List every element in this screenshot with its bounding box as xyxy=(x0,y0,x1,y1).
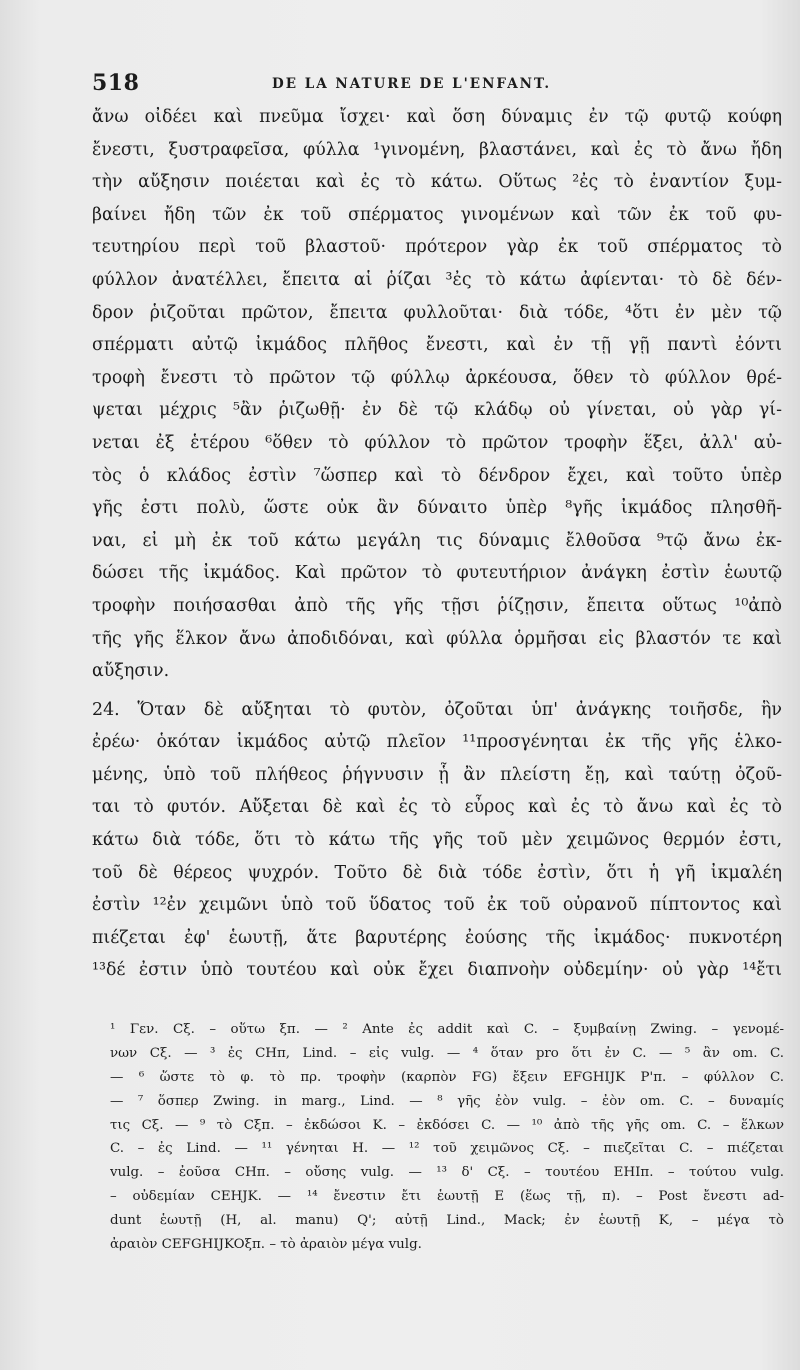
text-line: μένης, ὑπὸ τοῦ πλήθεος ῥήγνυσιν ᾗ ἂν πλείστη ἔῃ, καὶ ταύτῃ ὀζοῦ- xyxy=(92,764,782,785)
footnotes xyxy=(110,1018,784,1257)
text-line: τροφὴν ποιήσασθαι ἀπὸ τῆς γῆς τῇσι ῥίζῃσιν, ἔπειτα οὕτως ¹⁰ἀπὸ xyxy=(92,595,782,616)
text-line: τὸς ὁ κλάδος ἐστὶν ⁷ὥσπερ καὶ τὸ δένδρον ἔχει, καὶ τοῦτο ὑπὲρ xyxy=(92,465,782,486)
page-header xyxy=(92,70,782,100)
text-line: ται τὸ φυτόν. Αὔξεται δὲ καὶ ἐς τὸ εὖρος καὶ ἐς τὸ ἄνω καὶ ἐς τὸ xyxy=(92,797,782,818)
text-line: τευτηρίου περὶ τοῦ βλαστοῦ· πρότερον γὰρ ἐκ τοῦ σπέρματος τὸ xyxy=(92,237,782,258)
text-line: κάτω διὰ τόδε, ὅτι τὸ κάτω τῆς γῆς τοῦ μὲν χειμῶνος θερμόν ἐστι, xyxy=(92,830,782,851)
text-line: ¹³δέ ἐστιν ὑπὸ τουτέου καὶ οὐκ ἔχει διαπνοὴν οὐδεμίην· οὐ γὰρ ¹⁴ἔτι xyxy=(92,960,782,981)
page-number: 518 xyxy=(92,70,140,96)
section-24-first-line: 24. Ὅταν δὲ αὔξηται τὸ φυτὸν, ὀζοῦται ὑπ' ἀνάγκης τοιῆσδε, ἣν xyxy=(92,699,782,720)
text-line: σπέρματι αὐτῷ ἰκμάδος πλῆθος ἔνεστι, καὶ ἐν τῇ γῇ παντὶ ἐόντι xyxy=(92,335,782,356)
text-line: δρον ῥιζοῦται πρῶτον, ἔπειτα φυλλοῦται· διὰ τόδε, ⁴ὅτι ἐν μὲν τῷ xyxy=(92,302,782,323)
text-line: φύλλον ἀνατέλλει, ἔπειτα αἱ ῥίζαι ³ἐς τὸ κάτω ἀφίενται· τὸ δὲ δέν- xyxy=(92,269,782,290)
text-line: ἐρέω· ὁκόταν ἰκμάδος αὐτῷ πλεῖον ¹¹προσγένηται ἐκ τῆς γῆς ἑλκο- xyxy=(92,732,782,753)
text-line: δώσει τῆς ἰκμάδος. Καὶ πρῶτον τὸ φυτευτήριον ἀνάγκη ἐστὶν ἑωυτῷ xyxy=(92,563,782,584)
footnote-line: νων Cξ. — ³ ἐς CHπ, Lind. – εἰς vulg. — ⁴ ὅταν pro ὅτι ἐν C. — ⁵ ἂν om. C. xyxy=(110,1045,784,1061)
footnote-line: — ⁶ ὥστε τὸ φ. τὸ πρ. τροφὴν (καρπὸν FG) ἔξειν EFGHIJK P'π. – φύλλον C. xyxy=(110,1069,784,1085)
text-line: ναι, εἰ μὴ ἐκ τοῦ κάτω μεγάλη τις δύναμις ἔλθοῦσα ⁹τῷ ἄνω ἐκ- xyxy=(92,530,782,551)
running-title: DE LA NATURE DE L'ENFANT. xyxy=(272,76,552,92)
main-text xyxy=(92,101,782,987)
footnote-line: C. – ἐς Lind. — ¹¹ γένηται H. — ¹² τοῦ χειμῶνος Cξ. – πιεζεῖται C. – πιέζεται xyxy=(110,1141,784,1157)
footnote-line: — ⁷ ὅσπερ Zwing. in marg., Lind. — ⁸ γῆς ἐὸν vulg. – ἐὸν om. C. – δυναμίς xyxy=(110,1093,784,1109)
footnote-line: ἀραιὸν CEFGHIJKOξπ. – τὸ ἀραιὸν μέγα vulg. xyxy=(110,1237,422,1253)
text-line: ἐστὶν ¹²ἐν χειμῶνι ὑπὸ τοῦ ὕδατος τοῦ ἐκ τοῦ οὐρανοῦ πίπτοντος καὶ xyxy=(92,895,782,916)
text-line: τῆς γῆς ἕλκον ἄνω ἀποδιδόναι, καὶ φύλλα ὁρμῆσαι εἰς βλαστόν τε καὶ xyxy=(92,628,782,649)
footnote-line: τις Cξ. — ⁹ τὸ Cξπ. – ἐκδώσοι K. – ἐκδόσει C. — ¹⁰ ἀπὸ τῆς γῆς om. C. – ἕλκων xyxy=(110,1117,784,1133)
text-line: νεται ἐξ ἑτέρου ⁶ὅθεν τὸ φύλλον τὸ πρῶτον τροφὴν ἕξει, ἀλλ' αὐ- xyxy=(92,432,782,453)
footnote-line: vulg. – ἐοῦσα CHπ. – οὔσης vulg. — ¹³ δ' Cξ. – τουτέου EHIπ. – τούτου vulg. xyxy=(110,1165,784,1181)
footnote-line: dunt ἑωυτῇ (H, al. manu) Q'; αὐτῇ Lind., Mack; ἐν ἑωυτῇ K, – μέγα τὸ xyxy=(110,1213,784,1229)
text-line: βαίνει ἤδη τῶν ἐκ τοῦ σπέρματος γινομένων καὶ τῶν ἐκ τοῦ φυ- xyxy=(92,204,782,225)
text-line: τὴν αὔξησιν ποιέεται καὶ ἐς τὸ κάτω. Οὕτως ²ἐς τὸ ἐναντίον ξυμ- xyxy=(92,172,782,193)
text-line: ἄνω οἰδέει καὶ πνεῦμα ἴσχει· καὶ ὅση δύναμις ἐν τῷ φυτῷ κούφη xyxy=(92,107,782,127)
footnote-line: – οὐδεμίαν CEHJK. — ¹⁴ ἔνεστιν ἔτι ἑωυτῇ E (ἕως τῇ, π). – Post ἔνεστι ad- xyxy=(110,1189,784,1205)
text-line: ἔνεστι, ξυστραφεῖσα, φύλλα ¹γινομένη, βλαστάνει, καὶ ἐς τὸ ἄνω ἤδη xyxy=(92,139,782,160)
footnote-line: ¹ Γεν. Cξ. – οὕτω ξπ. — ² Ante ἐς addit καὶ C. – ξυμβαίνῃ Zwing. – γενομέ- xyxy=(110,1022,784,1037)
text-line: τοῦ δὲ θέρεος ψυχρόν. Τοῦτο δὲ διὰ τόδε ἐστὶν, ὅτι ἡ γῆ ἰκμαλέη xyxy=(92,862,782,883)
text-line: τροφὴ ἔνεστι τὸ πρῶτον τῷ φύλλῳ ἀρκέουσα, ὅθεν τὸ φύλλον θρέ- xyxy=(92,367,782,388)
text-line: γῆς ἐστι πολὺ, ὥστε οὐκ ἂν δύναιτο ὑπὲρ ⁸γῆς ἰκμάδος πλησθῆ- xyxy=(92,498,782,519)
text-line: ψεται μέχρις ⁵ἂν ῥιζωθῇ· ἐν δὲ τῷ κλάδῳ οὐ γίνεται, οὐ γὰρ γί- xyxy=(92,400,782,421)
text-line: πιέζεται ἐφ' ἑωυτῇ, ἅτε βαρυτέρης ἐούσης τῆς ἰκμάδος· πυκνοτέρη xyxy=(92,927,782,948)
text-line: αὔξησιν. xyxy=(92,661,170,682)
